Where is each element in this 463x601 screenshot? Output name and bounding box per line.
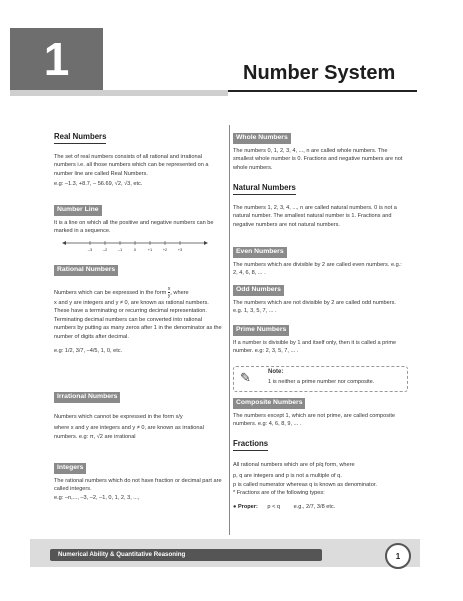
footer-label: Numerical Ability & Quantitative Reasoning	[58, 551, 186, 558]
whole-body: The numbers 0, 1, 2, 3, 4, ..., n are called whole numbers. The smallest whole number is 0. Fractions and negative numbers are not whole numbers.	[233, 147, 403, 171]
natural-body: The numbers 1, 2, 3, 4, ..., n are called natural numbers. 0 is not a natural number. The smallest natural number is 1. Fractions and negative numbers are not natural numbers.	[233, 204, 397, 228]
proper-rule: p < q	[267, 503, 281, 510]
rational-section	[54, 265, 224, 355]
integers-example: e.g: –n,..., –3, –2, –1, 0, 1, 2, 3, ...,	[54, 494, 140, 501]
chapter-number: 1	[10, 28, 103, 90]
number-line-tick-label: +2	[162, 247, 168, 252]
real-numbers-body: The set of real numbers consists of all rational and irrational numbers i.e. all those numbers which can be represented on a number line are called Real Numbers.	[54, 153, 209, 177]
frac-den: y	[167, 292, 171, 299]
number-line-tick-label: +1	[147, 247, 153, 252]
irrational-body-2: where x and y are integers and y ≠ 0, are known as irrational numbers. e.g: π, √2 are irrational	[54, 425, 204, 440]
rational-example: e.g: 1/2, 3/7, –4/5, 1, 0, etc.	[54, 347, 123, 354]
pencil-note-icon: ✎	[240, 370, 251, 385]
chapter-title: Number System	[243, 62, 396, 84]
title-underline	[228, 90, 417, 92]
number-line-tick-label: –2	[102, 247, 108, 252]
note-title: Note:	[268, 369, 284, 375]
real-numbers-heading: Real Numbers	[54, 133, 106, 144]
even-section	[233, 247, 406, 278]
composite-body: The numbers except 1, which are not prime, are called composite numbers. e.g: 4, 6, 8, 9, ... .	[233, 412, 395, 428]
header-bar	[10, 90, 228, 96]
fractions-section	[233, 440, 406, 512]
integers-heading: Integers	[54, 463, 86, 474]
proper-example: e.g., 2/7, 3/8 etc.	[293, 503, 336, 510]
number-line-body: It is a line on which all the positive and negative numbers can be marked in a sequence.	[54, 219, 214, 235]
fractions-body-2: p, q are integers and p is not a multiple of q.	[233, 473, 342, 480]
rational-body-1: Numbers which can be expressed in the form	[54, 289, 167, 296]
natural-heading: Natural Numbers	[233, 184, 296, 195]
whole-heading: Whole Numbers	[233, 133, 291, 144]
note-box	[233, 366, 408, 392]
prime-section	[233, 325, 406, 356]
asterisk-icon: *	[233, 490, 237, 497]
note-body: 1 is neither a prime number nor composite.	[268, 379, 375, 385]
number-line-tick-label: 0	[133, 247, 137, 252]
natural-section	[233, 184, 406, 229]
number-line-heading: Number Line	[54, 205, 102, 216]
odd-section	[233, 285, 406, 316]
rational-body-2: x and y are integers and y ≠ 0, are known as rational numbers. These have a terminating or recurring decimal representation. Terminating decimal numbers can be converted into rational numbers by putting as many zeros after 1 in the denominator as the number of digits after decimal.	[54, 299, 222, 340]
irrational-body-1: Numbers which cannot be expressed in the form x/y	[54, 413, 183, 420]
number-line-section	[54, 205, 224, 236]
integers-section	[54, 463, 224, 502]
irrational-section	[54, 392, 224, 441]
number-line-tick-label: +3	[177, 247, 183, 252]
prime-body: If a number is divisible by 1 and itself only, then it is called a prime number. e.g: 2, 3, 5, 7, ... .	[233, 339, 397, 355]
number-line-tick-label: –1	[117, 247, 123, 252]
composite-section	[233, 398, 406, 429]
prime-heading: Prime Numbers	[233, 325, 289, 336]
odd-body: The numbers which are not divisible by 2 are called odd numbers. e.g. 1, 3, 5, 7, ... .	[233, 299, 396, 315]
fractions-body-1: All rational numbers which are of p/q form, where	[233, 461, 355, 468]
page-number: 1	[385, 543, 411, 569]
fractions-body-4: Fractions are of the following types:	[236, 490, 325, 497]
bullet-icon: ●	[233, 503, 238, 510]
number-line-figure	[60, 238, 210, 254]
composite-heading: Composite Numbers	[233, 398, 305, 409]
number-line-tick-label: –3	[87, 247, 93, 252]
fractions-body-3: p is called numerator whereas q is known as denominator.	[233, 481, 377, 488]
real-numbers-section	[54, 133, 224, 189]
fractions-heading: Fractions	[233, 440, 268, 451]
frac-num: x	[167, 285, 171, 292]
rational-body-1b: , where	[170, 289, 189, 296]
real-numbers-example: e.g: –1.3, +8.7, – 56.69, √2, √3, etc.	[54, 181, 143, 188]
odd-heading: Odd Numbers	[233, 285, 284, 296]
even-heading: Even Numbers	[233, 247, 287, 258]
whole-section	[233, 133, 406, 172]
column-divider	[229, 125, 230, 535]
proper-label: Proper:	[237, 503, 258, 510]
irrational-heading: Irrational Numbers	[54, 392, 120, 403]
integers-body: The rational numbers which do not have fraction or decimal part are called integers.	[54, 477, 222, 493]
even-body: The numbers which are divisible by 2 are called even numbers. e.g.: 2, 4, 6, 8, ... .	[233, 261, 402, 277]
rational-heading: Rational Numbers	[54, 265, 118, 276]
